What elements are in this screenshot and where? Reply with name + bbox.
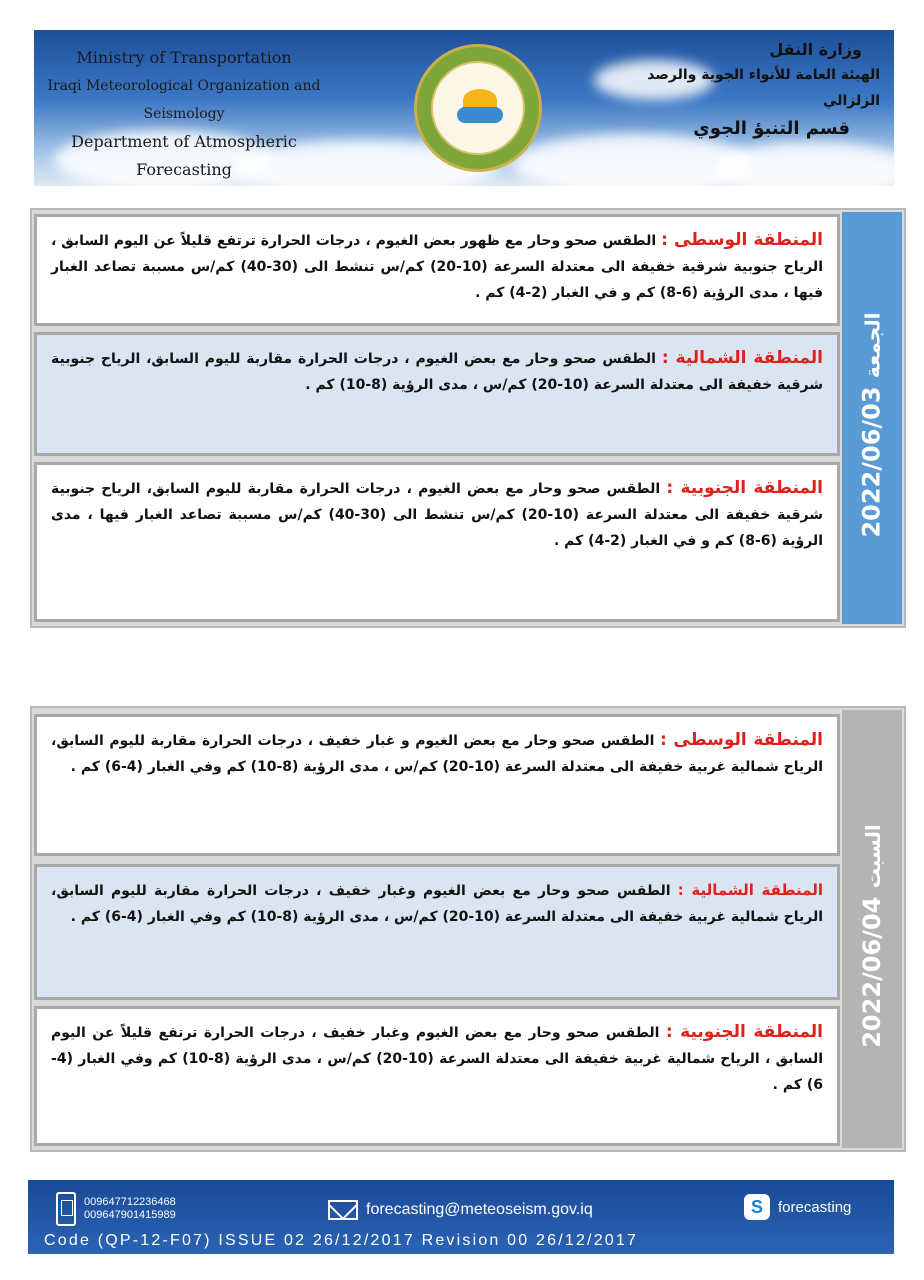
region-south-day-1 (34, 462, 840, 622)
region-name: المنطقة الوسطى : (659, 730, 824, 750)
region-north-day-2 (34, 864, 840, 1000)
header-banner (34, 30, 894, 186)
department-name-en: Department of Atmospheric Forecasting (71, 132, 297, 179)
forecast-day-2 (30, 706, 906, 1152)
organization-seal-logo (414, 44, 542, 172)
region-name: المنطقة الشمالية : (661, 348, 824, 368)
skype-contact[interactable] (744, 1194, 851, 1220)
ministry-name-en: Ministry of Transportation (76, 48, 292, 67)
region-forecast-text: الطقس صحو وحار مع بعض الغيوم وغبار خفيف ، درجات الحرارة ترتفع قليلاً عن اليوم السابق ، الرياح شمالية غربية خفيفة الى معتدلة السرعة (10-20) كم/س ، مدى الرؤية (8-10) كم وفي الغبار (4-6) كم . (51, 1025, 824, 1093)
phone-number-2: 009647901415989 (84, 1209, 176, 1221)
region-name: المنطقة الوسطى : (661, 230, 824, 250)
region-north-day-1 (34, 332, 840, 456)
forecast-day-1 (30, 208, 906, 628)
organization-name-en: Iraqi Meteorological Organization and Seismology (47, 78, 321, 122)
ministry-name-ar: وزارة النقل (769, 40, 862, 59)
region-name: المنطقة الجنوبية : (665, 1022, 824, 1042)
forecast-date: 2022/06/04 (858, 896, 887, 1048)
region-central-day-1 (34, 214, 840, 326)
day-date-bar-1 (842, 212, 902, 624)
day-date-bar-2 (842, 710, 902, 1148)
region-name: المنطقة الشمالية : (677, 881, 823, 899)
region-forecast-text: الطقس صحو وحار مع ظهور بعض الغيوم ، درجات الحرارة ترتفع قليلاً عن اليوم السابق ، الرياح جنوبية شرقية خفيفة الى معتدلة السرعة (10-20) كم/س تنشط الى (30-40) كم/س مسببة تصاعد الغبار فيها ، مدى الرؤية (6-8) كم و في الغبار (2-4) كم . (51, 233, 823, 301)
document-code-line: Code (QP-12-F07) ISSUE 02 26/12/2017 Revision 00 26/12/2017 (44, 1232, 639, 1249)
phone-contact (56, 1192, 176, 1226)
region-forecast-text: الطقس صحو وحار مع بعض الغيوم وغبار خفيف ، درجات الحرارة مقاربة لليوم السابق، الرياح شمالية غربية خفيفة الى معتدلة السرعة (10-20) كم/س ، مدى الرؤية (8-10) كم وفي الغبار (4-6) كم . (51, 883, 823, 925)
footer-bar (28, 1180, 894, 1254)
region-forecast-text: الطقس صحو وحار مع بعض الغيوم ، درجات الحرارة مقاربة لليوم السابق، الرياح جنوبية شرقية خفيفة الى معتدلة السرعة (10-20) كم/س تنشط الى (30-40) كم/س مسببة تصاعد الغبار فيها ، مدى الرؤية (6-8) كم و في الغبار (2-4) كم . (51, 481, 823, 549)
email-address[interactable]: forecasting@meteoseism.gov.iq (366, 1201, 593, 1218)
email-contact[interactable] (328, 1200, 593, 1220)
region-central-day-2 (34, 714, 840, 856)
forecast-date: 2022/06/03 (858, 386, 886, 538)
forecast-day-name: الجمعة (861, 312, 885, 379)
skype-handle[interactable]: forecasting (778, 1198, 852, 1216)
envelope-icon (328, 1200, 358, 1220)
organization-name-ar: الهيئة العامة للأنواء الجوية والرصد الزلزالي (647, 67, 880, 109)
region-name: المنطقة الجنوبية : (666, 478, 824, 498)
phone-icon (56, 1192, 76, 1226)
region-south-day-2 (34, 1006, 840, 1146)
region-forecast-text: الطقس صحو وحار مع بعض الغيوم ، درجات الحرارة مقاربة لليوم السابق، الرياح جنوبية شرقية خفيفة الى معتدلة السرعة (10-20) كم/س ، مدى الرؤية (8-10) كم . (51, 351, 823, 393)
phone-number-1: 009647712236468 (84, 1196, 176, 1208)
header-english-block (34, 44, 334, 184)
forecast-day-name: السبت (861, 824, 886, 889)
department-name-ar: قسم التنبؤ الجوي (693, 118, 850, 139)
skype-icon: S (744, 1194, 770, 1220)
region-forecast-text: الطقس صحو وحار مع بعض الغيوم و غبار خفيف ، درجات الحرارة مقاربة لليوم السابق، الرياح شمالية غربية خفيفة الى معتدلة السرعة (10-20) كم/س ، مدى الرؤية (8-10) كم وفي الغبار (4-6) كم . (51, 733, 823, 775)
header-arabic-block (630, 38, 880, 144)
